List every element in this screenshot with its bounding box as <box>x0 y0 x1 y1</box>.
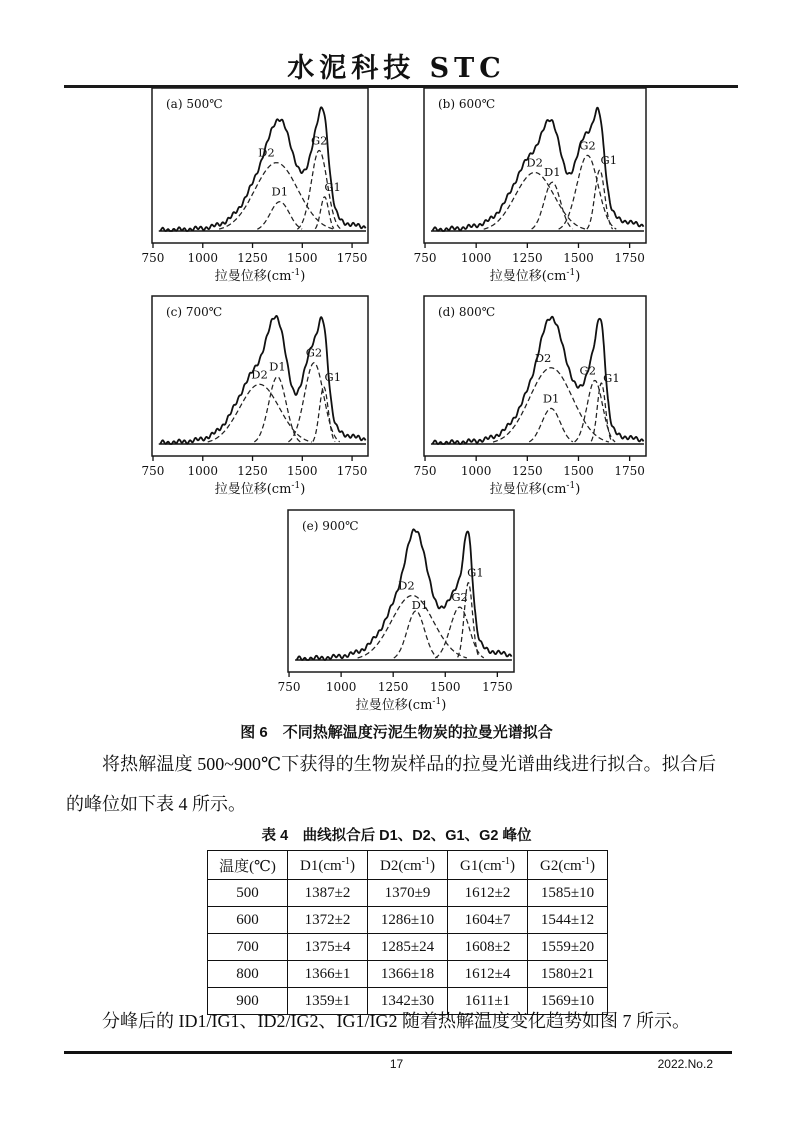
panel-label: (c) 700℃ <box>166 305 223 319</box>
table-row <box>208 961 608 988</box>
band-label-D2: D2 <box>251 367 268 382</box>
table-header-row <box>208 851 608 880</box>
x-tick-label: 1250 <box>377 680 409 694</box>
footer-rule <box>64 1051 732 1054</box>
band-label-D1: D1 <box>542 391 560 406</box>
table-cell: 1612±2 <box>448 880 528 907</box>
x-tick-label: 1250 <box>237 251 268 265</box>
x-tick-label: 750 <box>277 680 301 694</box>
x-tick-label: 1750 <box>482 680 513 694</box>
issue-number: 2022.No.2 <box>657 1057 713 1071</box>
table-cell: 1580±21 <box>528 961 608 988</box>
body-paragraph-1: 将热解温度 500~900℃下获得的生物炭样品的拉曼光谱曲线进行拟合。拟合后的峰位如下表 4 所示。 <box>66 754 716 814</box>
x-tick-label: 1000 <box>460 464 492 478</box>
table-cell: 1366±1 <box>288 961 368 988</box>
table-cell: 700 <box>208 934 288 961</box>
x-tick-label: 1250 <box>237 464 268 478</box>
x-tick-label: 1500 <box>287 464 318 478</box>
table-cell: 1366±18 <box>368 961 448 988</box>
table-row <box>208 907 608 934</box>
x-axis-label: 拉曼位移$(cm^{-1})$ <box>355 697 447 713</box>
x-tick-label: 1500 <box>563 251 594 265</box>
fit-band-D1 <box>254 377 300 442</box>
table-row <box>208 880 608 907</box>
x-tick-label: 1250 <box>512 464 543 478</box>
band-label-G2: G2 <box>451 590 468 605</box>
peak-position-table <box>207 850 608 1015</box>
body-paragraph-2: 分峰后的 ID1/IG1、ID2/IG2、IG1/IG2 随着热解温度变化趋势如图 7 所示。 <box>102 1011 690 1031</box>
column-header: $D1(cm^{-1})$ <box>288 851 368 880</box>
table-cell: 1611±1 <box>448 988 528 1015</box>
table-cell: 1372±2 <box>288 907 368 934</box>
band-label-G1: G1 <box>324 369 342 384</box>
x-tick-label: 750 <box>141 464 165 478</box>
table-cell: 1604±7 <box>448 907 528 934</box>
x-tick-label: 1500 <box>287 251 318 265</box>
x-tick-label: 1000 <box>325 680 357 694</box>
table-title: 表 4 曲线拟合后 D1、D2、G1、G2 峰位 <box>261 828 532 844</box>
column-header: $G1(cm^{-1})$ <box>448 851 528 880</box>
table-cell: 1612±4 <box>448 961 528 988</box>
table-cell: 1342±30 <box>368 988 448 1015</box>
x-tick-label: 1000 <box>187 464 219 478</box>
fit-band-D2 <box>208 384 312 442</box>
table-cell: 600 <box>208 907 288 934</box>
band-label-D1: D1 <box>411 598 429 612</box>
band-label-G1: G1 <box>467 565 484 580</box>
raman-panel-e <box>271 508 531 722</box>
column-header: $G2(cm^{-1})$ <box>528 851 608 880</box>
spectrum-curve <box>160 107 365 231</box>
x-tick-label: 1500 <box>429 680 461 694</box>
figure-caption: 图 6 不同热解温度污泥生物炭的拉曼光谱拟合 <box>240 724 553 741</box>
x-tick-label: 1750 <box>614 251 645 265</box>
x-tick-label: 1750 <box>614 464 645 478</box>
x-tick-label: 1750 <box>336 251 368 265</box>
raman-panel-b <box>407 86 663 293</box>
table-row <box>208 934 608 961</box>
table-cell: 1608±2 <box>448 934 528 961</box>
column-header: $D2(cm^{-1})$ <box>368 851 448 880</box>
column-header: 温度(℃) <box>208 851 288 880</box>
panel-label: (b) 600℃ <box>438 97 496 111</box>
raman-panel-a <box>135 86 385 293</box>
raman-panel-c <box>135 294 385 506</box>
band-label-G2: G2 <box>305 345 323 360</box>
x-tick-label: 1500 <box>563 464 594 478</box>
fit-band-D1 <box>257 202 302 230</box>
band-label-G1: G1 <box>600 153 618 167</box>
band-label-G1: G1 <box>603 371 620 385</box>
panel-label: (d) 800℃ <box>438 305 496 319</box>
panel-label: (e) 900℃ <box>302 519 359 533</box>
band-label-G1: G1 <box>324 179 341 194</box>
table-cell: 1375±4 <box>288 934 368 961</box>
raman-panel-d <box>407 294 663 506</box>
x-tick-label: 1750 <box>336 464 368 478</box>
band-label-D2: D2 <box>534 350 552 365</box>
panel-label: (a) 500℃ <box>166 97 223 111</box>
band-label-G2: G2 <box>579 363 597 378</box>
band-label-D1: D1 <box>544 165 561 180</box>
x-tick-label: 1250 <box>512 251 543 265</box>
fit-band-D1 <box>529 408 573 442</box>
table-cell: 800 <box>208 961 288 988</box>
band-label-G2: G2 <box>579 138 596 153</box>
table-cell: 1286±10 <box>368 907 448 934</box>
x-tick-label: 750 <box>413 464 437 478</box>
table-body <box>208 880 608 1015</box>
band-label-D1: D1 <box>271 184 289 199</box>
table-cell: 1585±10 <box>528 880 608 907</box>
x-tick-label: 750 <box>141 251 165 265</box>
x-tick-label: 1000 <box>460 251 492 265</box>
band-label-D2: D2 <box>258 145 275 160</box>
fit-band-D2 <box>484 172 586 229</box>
x-tick-label: 1000 <box>187 251 219 265</box>
table-cell: 1544±12 <box>528 907 608 934</box>
x-axis-label: 拉曼位移$(cm^{-1})$ <box>214 481 306 497</box>
x-tick-label: 750 <box>413 251 437 265</box>
band-label-D1: D1 <box>269 359 286 374</box>
x-axis-label: 拉曼位移$(cm^{-1})$ <box>489 268 581 284</box>
table-cell: 900 <box>208 988 288 1015</box>
x-axis-label: 拉曼位移$(cm^{-1})$ <box>489 481 581 497</box>
table-cell: 1569±10 <box>528 988 608 1015</box>
x-axis-label: 拉曼位移$(cm^{-1})$ <box>214 268 306 284</box>
band-label-D2: D2 <box>398 578 415 593</box>
fit-band-D1 <box>532 182 573 229</box>
table-cell: 500 <box>208 880 288 907</box>
table-cell: 1559±20 <box>528 934 608 961</box>
band-label-G2: G2 <box>310 133 328 148</box>
table-cell: 1387±2 <box>288 880 368 907</box>
table-cell: 1359±1 <box>288 988 368 1015</box>
table-cell: 1370±9 <box>368 880 448 907</box>
table-cell: 1285±24 <box>368 934 448 961</box>
fit-band-G1 <box>313 387 335 442</box>
page-number: 17 <box>389 1057 404 1071</box>
band-label-D2: D2 <box>526 155 543 170</box>
journal-title: 水泥科技 STC <box>287 53 506 84</box>
